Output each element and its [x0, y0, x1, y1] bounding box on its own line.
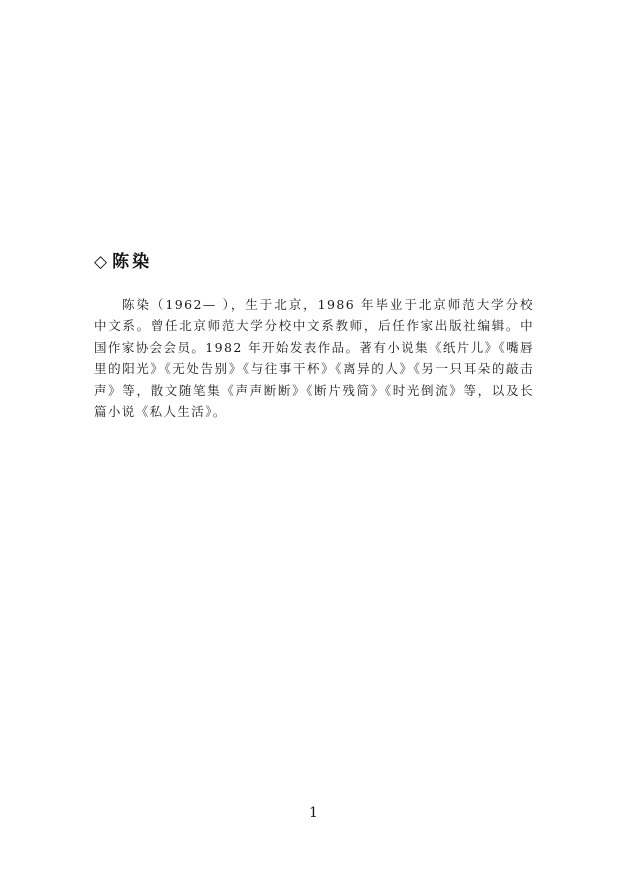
- diamond-icon: ◇: [94, 252, 111, 272]
- section-heading: [94, 247, 152, 272]
- author-name-title: 陈染: [112, 252, 153, 272]
- biography-paragraph: 陈染（1962— ），生于北京，1986 年毕业于北京师范大学分校中文系。曾任北京师范大学分校中文系教师，后任作家出版社编辑。中国作家协会会员。1982 年开始发表作品。著有小说集《纸片儿》《嘴唇里的阳光》《无处告别》《与往事干杯》《离异的人》《另一只耳朵的敲击声》等，散文随笔集《声声断断》《断片残简》《时光倒流》等，以及长篇小说《私人生活》。: [94, 297, 534, 420]
- page-number: 1: [309, 805, 318, 821]
